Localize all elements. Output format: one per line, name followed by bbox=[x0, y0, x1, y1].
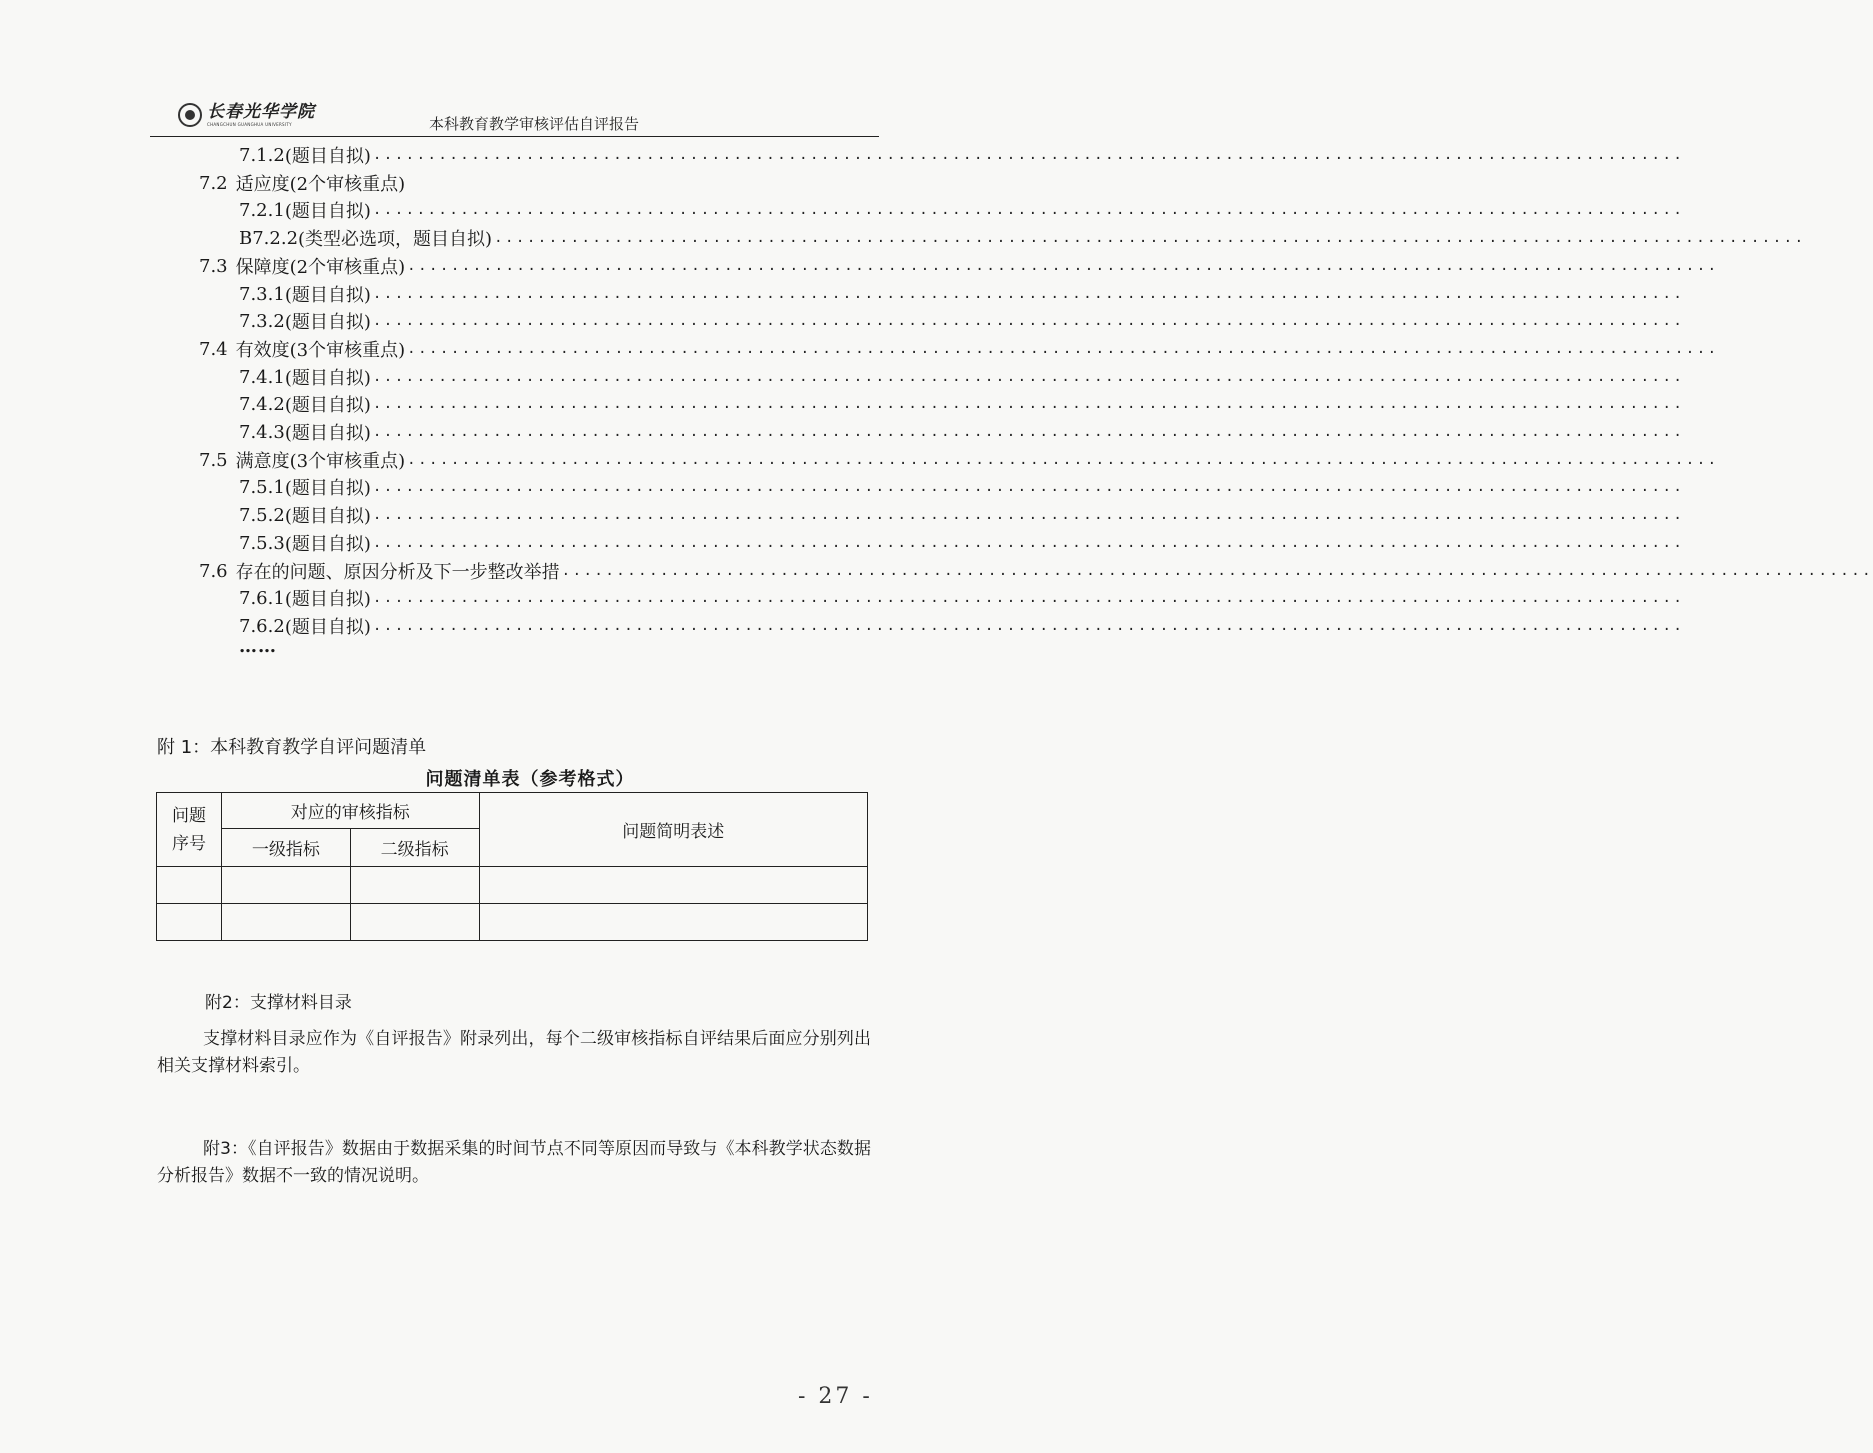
toc-entry-title: (题目自拟) bbox=[284, 478, 371, 499]
toc-ellipsis: …… bbox=[239, 636, 277, 657]
toc-leader-dots: ........................................................................................................................ bbox=[372, 479, 1685, 495]
toc-entry-number: 7.3 bbox=[199, 255, 228, 277]
toc-entry bbox=[239, 142, 1685, 168]
toc-leader-dots: ........................................................................................................................ bbox=[372, 424, 1685, 440]
toc-entry-number: 7.4 bbox=[199, 338, 228, 360]
header-level1: 一级指标 bbox=[221, 829, 350, 867]
toc-entry-title: 满意度(3个审核重点) bbox=[235, 451, 406, 472]
toc-entry-number: 7.5.1 bbox=[239, 476, 285, 498]
toc-entry-number: 7.5 bbox=[199, 449, 228, 471]
toc-entry bbox=[199, 558, 1873, 584]
page-header bbox=[150, 92, 879, 137]
toc-entry bbox=[239, 197, 1685, 223]
toc-entry-title: (题目自拟) bbox=[284, 285, 371, 306]
toc-entry bbox=[239, 391, 1685, 417]
toc-entry bbox=[239, 502, 1685, 528]
toc-leader-dots: ........................................................................................................................ bbox=[372, 313, 1685, 329]
toc-leader-dots: ........................................................................................................................ bbox=[561, 563, 1873, 579]
toc-entry-title: (题目自拟) bbox=[284, 506, 371, 527]
toc-entry-number: 7.1.2 bbox=[239, 144, 285, 166]
toc-entry-title: (题目自拟) bbox=[284, 589, 371, 610]
toc-entry-title: (题目自拟) bbox=[284, 368, 371, 389]
logo-english-name: CHANGCHUN GUANGHUA UNIVERSITY bbox=[207, 121, 292, 127]
toc-entry bbox=[199, 447, 1719, 473]
table-row bbox=[157, 904, 868, 941]
toc-entry-title: (题目自拟) bbox=[284, 201, 371, 222]
toc-entry-title: 保障度(2个审核重点) bbox=[235, 257, 406, 278]
toc-entry-number: B7.2.2 bbox=[239, 227, 299, 249]
toc-entry-number: 7.3.2 bbox=[239, 310, 285, 332]
toc-entry-number: 7.4.1 bbox=[239, 366, 285, 388]
table-cell bbox=[221, 867, 350, 904]
header-indicators: 对应的审核指标 bbox=[221, 793, 479, 829]
toc-entry-title: (题目自拟) bbox=[284, 423, 371, 444]
header-description: 问题简明表述 bbox=[479, 793, 867, 867]
header-level2: 二级指标 bbox=[350, 829, 479, 867]
table-row bbox=[157, 867, 868, 904]
table-cell bbox=[157, 904, 222, 941]
toc-entry-title: 适应度(2个审核重点) bbox=[235, 174, 406, 195]
report-title: 本科教育教学审核评估自评报告 bbox=[428, 115, 639, 133]
toc-leader-dots: ........................................................................................................................ bbox=[407, 258, 1719, 274]
toc-entry-number: 7.5.2 bbox=[239, 504, 285, 526]
header-issue-number-line1: 问题 bbox=[171, 805, 206, 826]
annex3-body: 附3：《自评报告》数据由于数据采集的时间节点不同等原因而导致与《本科教学状态数据分析报告》数据不一致的情况说明。 bbox=[157, 1139, 871, 1186]
toc-entry-title: (题目自拟) bbox=[284, 534, 371, 555]
toc-leader-dots: ........................................................................................................................ bbox=[372, 147, 1685, 163]
toc-leader-dots: ........................................................................................................................ bbox=[372, 286, 1685, 302]
toc-entry-title: (题目自拟) bbox=[284, 617, 371, 638]
table-cell bbox=[221, 904, 350, 941]
table-cell bbox=[350, 867, 479, 904]
table-cell bbox=[350, 904, 479, 941]
issue-list-table bbox=[156, 792, 868, 941]
toc-entry-number: 7.3.1 bbox=[239, 283, 285, 305]
toc-entry-number: 7.2 bbox=[199, 172, 228, 194]
toc-entry bbox=[239, 474, 1685, 500]
annex1-title: 附 1：本科教育教学自评问题清单 bbox=[157, 737, 427, 758]
toc-entry-number: 7.6 bbox=[199, 560, 228, 582]
toc-entry bbox=[199, 170, 873, 196]
toc-leader-dots: ........................................................................................................................ bbox=[372, 507, 1685, 523]
university-logo bbox=[178, 100, 315, 130]
annex2-title: 附2：支撑材料目录 bbox=[205, 993, 352, 1013]
toc-entry-title: (类型必选项，题目自拟) bbox=[298, 229, 493, 250]
toc-entry-number: 7.2.1 bbox=[239, 199, 285, 221]
page-number: - 27 - bbox=[798, 1384, 873, 1409]
toc-entry bbox=[239, 281, 1685, 307]
toc-entry-title: (题目自拟) bbox=[284, 312, 371, 333]
header-issue-number-line2: 序号 bbox=[171, 833, 206, 854]
toc-entry bbox=[239, 585, 1685, 611]
logo-chinese-name: 长春光华学院 bbox=[207, 101, 315, 122]
toc-entry-number: 7.5.3 bbox=[239, 532, 285, 554]
toc-entry-title: (题目自拟) bbox=[284, 395, 371, 416]
toc-leader-dots: ........................................................................................................................ bbox=[372, 618, 1685, 634]
toc-leader-dots: ........................................................................................................................ bbox=[372, 202, 1685, 218]
header-issue-number bbox=[157, 793, 222, 867]
toc-entry bbox=[199, 253, 1719, 279]
table-cell bbox=[157, 867, 222, 904]
toc-leader-dots: ........................................................................................................................ bbox=[372, 396, 1685, 412]
toc-entry bbox=[239, 613, 1685, 639]
table-cell bbox=[479, 904, 867, 941]
toc-leader-dots: ........................................................................................................................ bbox=[372, 369, 1685, 385]
toc-leader-dots: ........................................................................................................................ bbox=[407, 341, 1719, 357]
toc-entry bbox=[239, 225, 1806, 251]
toc-entry-number: 7.4.2 bbox=[239, 393, 285, 415]
toc-entry-number: 7.4.3 bbox=[239, 421, 285, 443]
toc-entry bbox=[199, 336, 1719, 362]
toc-entry bbox=[239, 530, 1685, 556]
annex2-body: 支撑材料目录应作为《自评报告》附录列出，每个二级审核指标自评结果后面应分别列出相关支撑材料索引。 bbox=[157, 1029, 871, 1076]
toc-entry-title: 有效度(3个审核重点) bbox=[235, 340, 406, 361]
table-cell bbox=[479, 867, 867, 904]
toc-leader-dots: ........................................................................................................................ bbox=[372, 535, 1685, 551]
toc-entry-title: 存在的问题、原因分析及下一步整改举措 bbox=[235, 562, 560, 583]
table-caption: 问题清单表（参考格式） bbox=[425, 769, 635, 790]
toc-leader-dots: ........................................................................................................................ bbox=[372, 590, 1685, 606]
toc-leader-dots: ........................................................................................................................ bbox=[494, 230, 1806, 246]
university-seal-icon bbox=[178, 103, 202, 127]
toc-entry-number: 7.6.1 bbox=[239, 587, 285, 609]
toc-entry bbox=[239, 419, 1685, 445]
toc-entry-title: (题目自拟) bbox=[284, 146, 371, 167]
toc-entry bbox=[239, 364, 1685, 390]
toc-entry bbox=[239, 308, 1685, 334]
toc-entry-number: 7.6.2 bbox=[239, 615, 285, 637]
toc-leader-dots: ........................................................................................................................ bbox=[407, 452, 1719, 468]
